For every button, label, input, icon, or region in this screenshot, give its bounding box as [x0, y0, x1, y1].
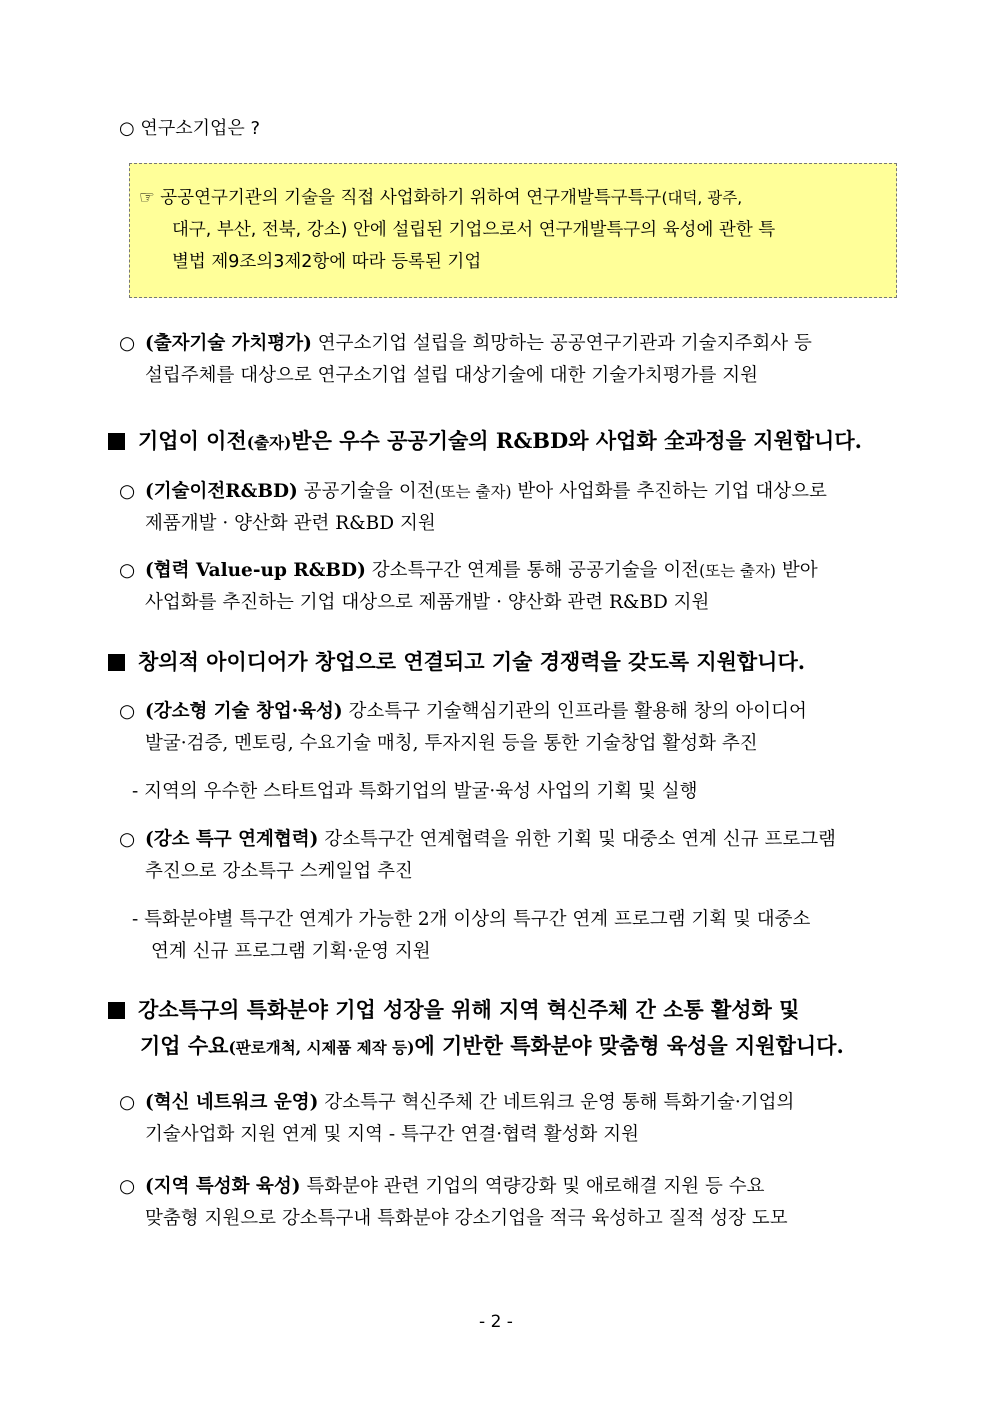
section1-heading: 기업이 이전(출자)받은 우수 공공기술의 R&BD와 사업화 全과정을 지원합니다.	[108, 424, 862, 460]
section2-item2-subitem-line-2: 연계 신규 프로그램 기획·운영 지원	[151, 941, 431, 962]
square-bullet-icon	[108, 433, 125, 450]
section2-item2-line-1: ○ (강소 특구 연계협력) 강소특구간 연계협력을 위한 기획 및 대중소 연계 신규 프로그램	[119, 825, 836, 855]
circle-bullet-icon: ○	[119, 481, 136, 502]
intro-heading: ○ 연구소기업은 ?	[119, 118, 261, 139]
section3-item2-line-2: 맞춤형 지원으로 강소특구내 특화분야 강소기업을 적극 육성하고 질적 성장 도모	[145, 1208, 788, 1229]
circle-bullet-icon: ○	[119, 560, 136, 581]
section3-item1-line-2: 기술사업화 지원 연계 및 지역 - 특구간 연결·협력 활성화 지원	[145, 1124, 639, 1145]
section2-item2-subitem-line-1: - 특화분야별 특구간 연계가 가능한 2개 이상의 특구간 연계 프로그램 기획 및 대중소	[132, 909, 811, 930]
section3-item2-line-1: ○ (지역 특성화 육성) 특화분야 관련 기업의 역량강화 및 애로해결 지원 등 수요	[119, 1172, 764, 1202]
definition-line-1: ☞ 공공연구기관의 기술을 직접 사업화하기 위하여 연구개발특구특구(대덕, 광주,	[139, 188, 743, 208]
section3-heading-line-2: 기업 수요(판로개척, 시제품 제작 등)에 기반한 특화분야 맞춤형 육성을 지원합니다.	[140, 1033, 844, 1058]
section3-item1-line-1: ○ (혁신 네트워크 운영) 강소특구 혁신주체 간 네트워크 운영 통해 특화기술·기업의	[119, 1088, 794, 1118]
section2-item1-line-1: ○ (강소형 기술 창업·육성) 강소특구 기술핵심기관의 인프라를 활용해 창의 아이디어	[119, 697, 807, 727]
section2-item1-line-2: 발굴·검증, 멘토링, 수요기술 매칭, 투자지원 등을 통한 기술창업 활성화 추진	[145, 733, 758, 754]
circle-bullet-icon: ○	[119, 333, 136, 354]
section2-item1-subitem: - 지역의 우수한 스타트업과 특화기업의 발굴·육성 사업의 기획 및 실행	[132, 781, 698, 802]
pointing-hand-icon: ☞	[139, 188, 155, 208]
definition-line-2: 대구, 부산, 전북, 강소) 안에 설립된 기업으로서 연구개발특구의 육성에 관한 특	[172, 220, 776, 240]
section1-item2-line-1: ○ (협력 Value-up R&BD) 강소특구간 연계를 통해 공공기술을 이전(또는 출자) 받아	[119, 556, 818, 586]
intro-item-line-1: ○ (출자기술 가치평가) 연구소기업 설립을 희망하는 공공연구기관과 기술지주회사 등	[119, 329, 812, 359]
definition-line-3: 별법 제9조의3제2항에 따라 등록된 기업	[172, 252, 482, 272]
section2-item2-line-2: 추진으로 강소특구 스케일업 추진	[145, 861, 413, 882]
circle-bullet-icon: ○	[119, 829, 136, 850]
circle-bullet-icon: ○	[119, 1176, 136, 1197]
section1-item1-line-1: ○ (기술이전R&BD) 공공기술을 이전(또는 출자) 받아 사업화를 추진하는 기업 대상으로	[119, 477, 827, 507]
circle-bullet-icon: ○	[119, 1092, 136, 1113]
section1-item1-line-2: 제품개발 · 양산화 관련 R&BD 지원	[145, 513, 436, 534]
circle-bullet-icon: ○	[119, 701, 136, 722]
square-bullet-icon	[108, 1002, 125, 1019]
section1-item2-line-2: 사업화를 추진하는 기업 대상으로 제품개발 · 양산화 관련 R&BD 지원	[145, 592, 710, 613]
square-bullet-icon	[108, 654, 125, 671]
intro-item-line-2: 설립주체를 대상으로 연구소기업 설립 대상기술에 대한 기술가치평가를 지원	[145, 365, 759, 386]
section2-heading: 창의적 아이디어가 창업으로 연결되고 기술 경쟁력을 갖도록 지원합니다.	[108, 645, 805, 679]
section3-heading-line-1: 강소특구의 특화분야 기업 성장을 위해 지역 혁신주체 간 소통 활성화 및	[108, 993, 799, 1027]
page-number: - 2 -	[479, 1312, 513, 1332]
